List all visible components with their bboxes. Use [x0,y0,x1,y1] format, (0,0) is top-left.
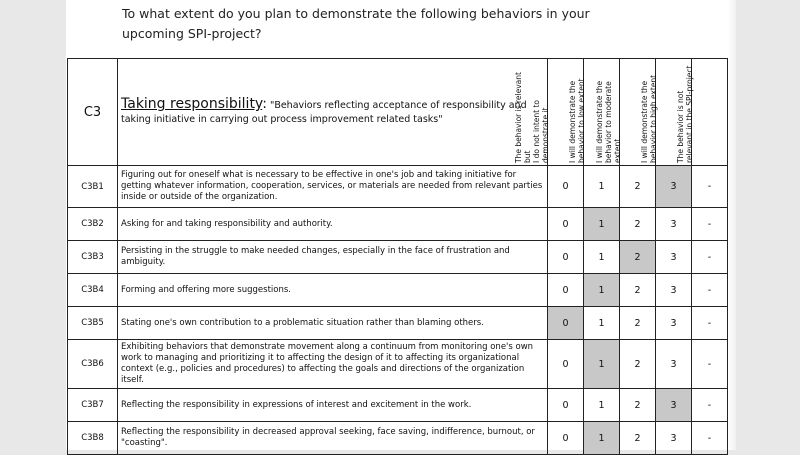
rating-option-0-selected[interactable]: 0 [548,307,584,340]
rating-option-4[interactable]: - [692,422,728,455]
scale-header-4 [676,59,728,166]
scale-header-3-line-2: behavior to high extent [649,74,658,163]
rating-option-1-selected[interactable]: 1 [584,340,620,389]
scale-header-2-line-3: extent [613,138,622,163]
behavior-description: Persisting in the struggle to make needed changes, especially in the face of frustration and ambiguity. [118,241,548,274]
behavior-description: Exhibiting behaviors that demonstrate movement along a continuum from monitoring one's own work to managing and prioritizing it to affecting the design of it to affecting its organizational context (e.g., policies and procedures) to affecting the goals and directions of the organization itself. [118,340,548,389]
category-header-row [68,59,728,166]
rating-option-1-selected[interactable]: 1 [584,422,620,455]
category-title-cell [118,59,548,166]
rating-option-3-selected[interactable]: 3 [656,389,692,422]
rating-option-2[interactable]: 2 [620,422,656,455]
scale-header-2-line-1: I will demonstrate the [595,80,604,163]
scale-header-4-line-2: relevant in the SPI-project [685,65,694,163]
rating-option-2-selected[interactable]: 2 [620,241,656,274]
category-code: C3 [68,59,118,166]
rating-option-2[interactable]: 2 [620,166,656,208]
table-row [68,422,728,455]
behavior-code: C3B2 [68,208,118,241]
behavior-code: C3B5 [68,307,118,340]
question-line-2: upcoming SPI-project? [122,26,262,41]
category-title: Taking responsibility [121,96,263,112]
scale-header-3-line-1: I will demonstrate the [640,80,649,163]
category-title-separator: : [262,96,267,112]
scale-header-0-line-1: The behavior is relevant but [514,72,532,163]
scale-header-0-line-3: demonstrate it [541,107,550,163]
rating-option-2[interactable]: 2 [620,340,656,389]
behavior-description: Reflecting the responsibility in decreased approval seeking, face saving, indifference, burnout, or "coasting". [118,422,548,455]
rating-option-0[interactable]: 0 [548,241,584,274]
rating-option-2[interactable]: 2 [620,307,656,340]
table-row [68,389,728,422]
rating-option-1[interactable]: 1 [584,307,620,340]
rating-option-4[interactable]: - [692,389,728,422]
rating-option-1[interactable]: 1 [584,389,620,422]
scale-header-2-line-2: behavior to moderate [604,81,613,163]
behavior-code: C3B7 [68,389,118,422]
behavior-code: C3B6 [68,340,118,389]
rating-option-4[interactable]: - [692,340,728,389]
rating-option-0[interactable]: 0 [548,166,584,208]
behavior-code: C3B8 [68,422,118,455]
rating-option-1[interactable]: 1 [584,166,620,208]
rating-option-4[interactable]: - [692,208,728,241]
category-description: "Behaviors reflecting acceptance of responsibility and taking initiative in carrying out process improvement related tasks" [121,100,527,125]
behavior-code: C3B4 [68,274,118,307]
rating-option-3-selected[interactable]: 3 [656,166,692,208]
question-line-1: To what extent do you plan to demonstrate the following behaviors in your [122,6,590,21]
question-text [122,4,702,44]
table-row [68,307,728,340]
rating-option-4[interactable]: - [692,307,728,340]
rating-option-3[interactable]: 3 [656,241,692,274]
page-edge-shadow [728,0,736,450]
rating-option-4[interactable]: - [692,274,728,307]
rating-option-0[interactable]: 0 [548,208,584,241]
rating-option-4[interactable]: - [692,166,728,208]
rating-option-2[interactable]: 2 [620,208,656,241]
rating-option-3[interactable]: 3 [656,422,692,455]
scale-header-4-line-1: The behavior is not [676,90,685,163]
rating-option-3[interactable]: 3 [656,274,692,307]
table-row [68,208,728,241]
table-row [68,166,728,208]
scale-header-1-line-1: I will demonstrate the [568,80,577,163]
behavior-description: Asking for and taking responsibility and authority. [118,208,548,241]
behavior-rating-table [67,58,728,455]
rating-option-4[interactable]: - [692,241,728,274]
behavior-description: Reflecting the responsibility in expressions of interest and excitement in the work. [118,389,548,422]
rating-option-0[interactable]: 0 [548,274,584,307]
rating-option-2[interactable]: 2 [620,389,656,422]
table-row [68,274,728,307]
rating-option-2[interactable]: 2 [620,274,656,307]
table-row [68,241,728,274]
rating-option-3[interactable]: 3 [656,307,692,340]
scale-header-1-line-2: behavior to low extent [577,78,586,163]
rating-option-0[interactable]: 0 [548,422,584,455]
rating-option-0[interactable]: 0 [548,389,584,422]
behavior-code: C3B3 [68,241,118,274]
rating-option-0[interactable]: 0 [548,340,584,389]
behavior-description: Forming and offering more suggestions. [118,274,548,307]
behavior-description: Stating one's own contribution to a problematic situation rather than blaming others. [118,307,548,340]
survey-page [66,0,736,450]
table-row [68,340,728,389]
scale-header-0-line-2: I do not intent to [532,100,541,163]
rating-option-3[interactable]: 3 [656,340,692,389]
rating-option-1-selected[interactable]: 1 [584,208,620,241]
behavior-description: Figuring out for oneself what is necessary to be effective in one's job and taking initiative for getting whatever information, cooperation, services, or materials are needed from relevant parties inside or outside of the organization. [118,166,548,208]
behavior-code: C3B1 [68,166,118,208]
rating-option-3[interactable]: 3 [656,208,692,241]
rating-option-1-selected[interactable]: 1 [584,274,620,307]
rating-option-1[interactable]: 1 [584,241,620,274]
